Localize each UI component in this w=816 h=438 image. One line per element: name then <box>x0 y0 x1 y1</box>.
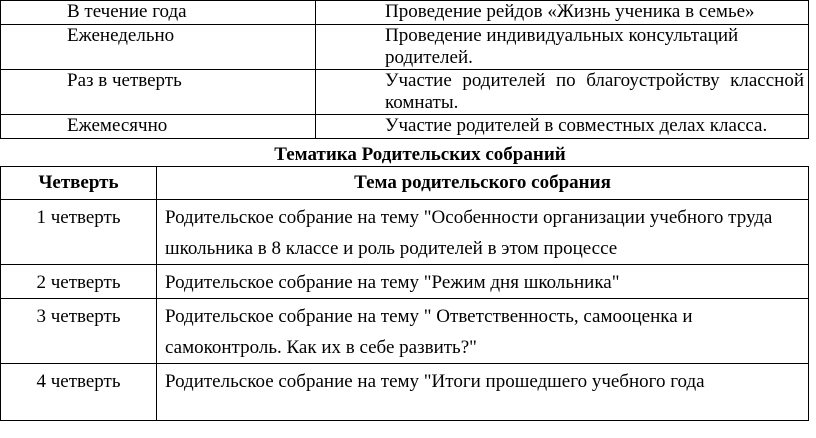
quarter-cell: 4 четверть <box>1 364 157 421</box>
table-header-row <box>1 167 809 200</box>
activity-schedule-table <box>0 0 809 139</box>
table-row <box>1 265 809 299</box>
table-row <box>1 364 809 421</box>
column-header-topic: Тема родительского собрания <box>157 167 809 200</box>
column-header-quarter: Четверть <box>1 167 157 200</box>
section-title: Тематика Родительских собраний <box>274 144 566 165</box>
table-row <box>1 115 809 139</box>
table-row <box>1 299 809 364</box>
schedule-activity-cell: Участие родителей в совместных делах класса. <box>316 115 809 139</box>
quarter-cell: 3 четверть <box>1 299 157 364</box>
schedule-activity-cell: Участие родителей по благоустройству классной комнаты. <box>316 70 809 115</box>
schedule-period-cell: Еженедельно <box>1 25 316 70</box>
table-row <box>1 70 809 115</box>
schedule-period-cell: В течение года <box>1 1 316 25</box>
topic-cell: Родительское собрание на тему "Режим дня школьника" <box>157 265 809 299</box>
quarter-cell: 1 четверть <box>1 200 157 265</box>
schedule-activity-cell: Проведение рейдов «Жизнь ученика в семье» <box>316 1 809 25</box>
schedule-period-cell: Ежемесячно <box>1 115 316 139</box>
topic-cell: Родительское собрание на тему " Ответственность, самооценка и самоконтроль. Как их в себе развить?" <box>157 299 809 364</box>
topic-cell: Родительское собрание на тему "Особенности организации учебного труда школьника в 8 классе и роль родителей в этом процессе <box>157 200 809 265</box>
schedule-period-cell: Раз в четверть <box>1 70 316 115</box>
table-row <box>1 25 809 70</box>
topic-cell: Родительское собрание на тему "Итоги прошедшего учебного года <box>157 364 809 421</box>
table-row <box>1 1 809 25</box>
schedule-activity-cell: Проведение индивидуальных консультаций родителей. <box>316 25 809 70</box>
quarter-cell: 2 четверть <box>1 265 157 299</box>
table-row <box>1 200 809 265</box>
parent-meetings-table <box>0 166 809 421</box>
